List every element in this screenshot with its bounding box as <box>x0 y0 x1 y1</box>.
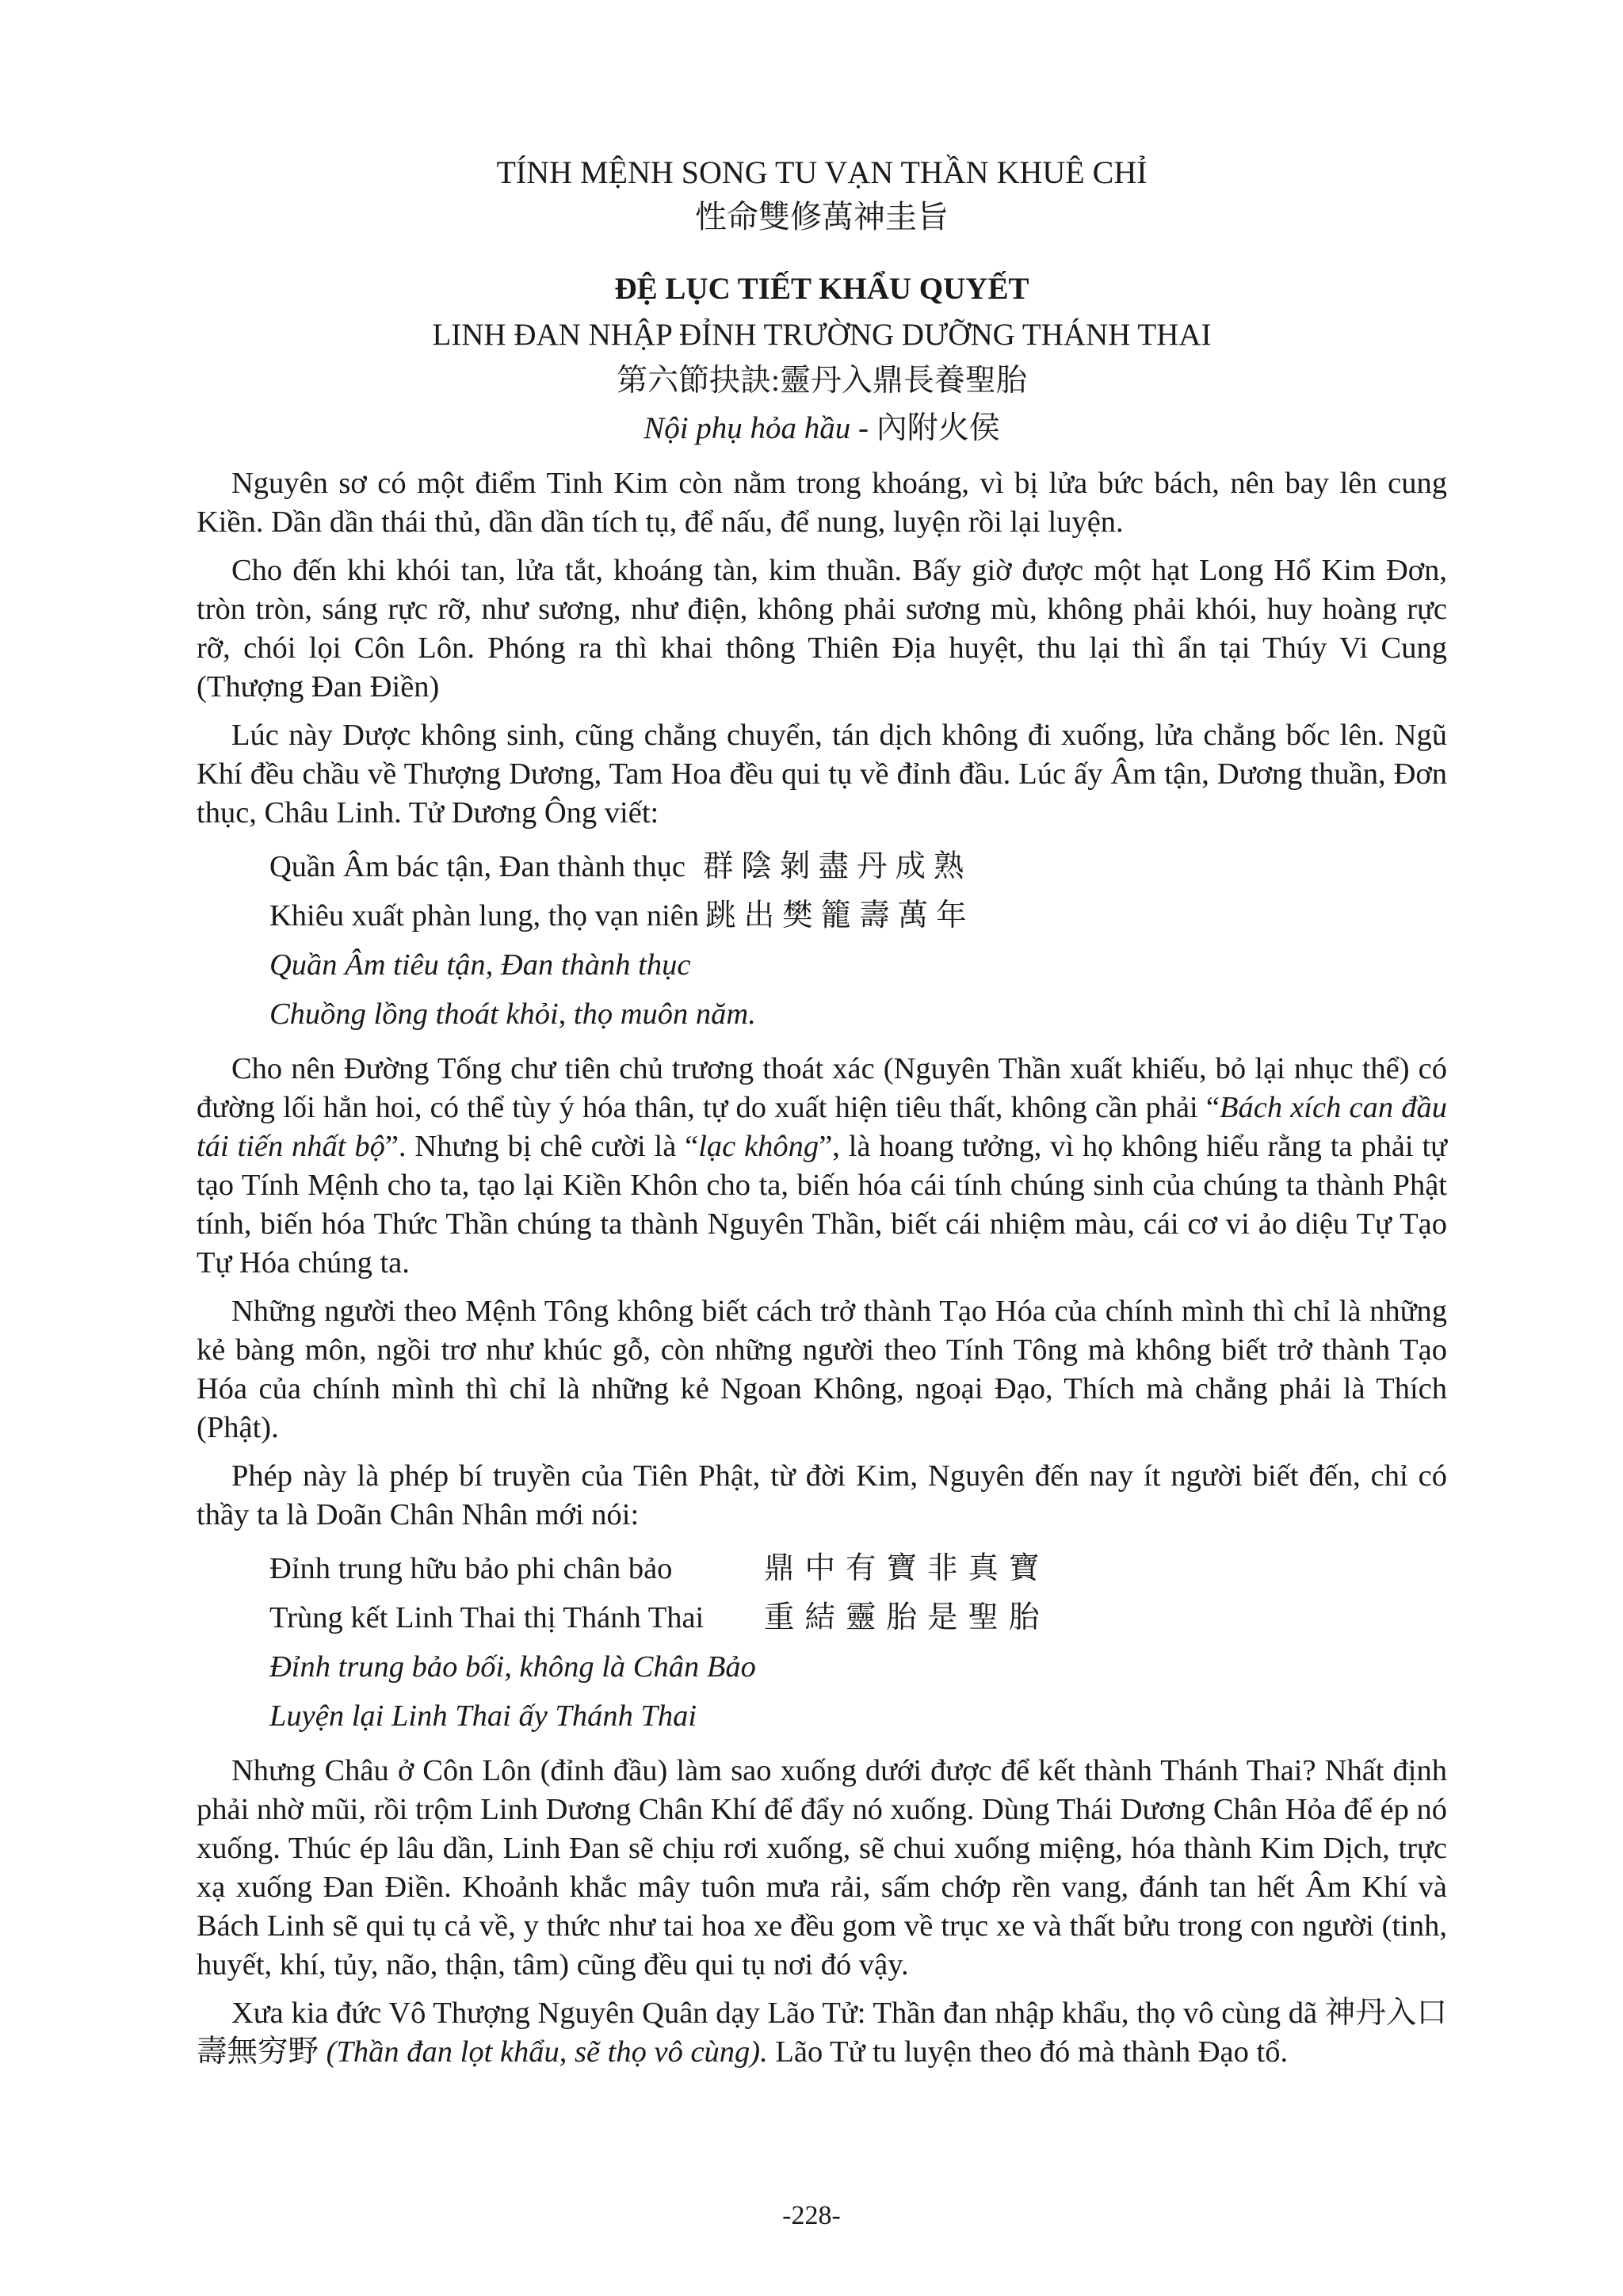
paragraph-5: Những người theo Mệnh Tông không biết cách trở thành Tạo Hóa của chính mình thì chỉ là những kẻ bàng môn, ngồi trơ như khúc gỗ, còn những người theo Tính Tông mà không biết trở thành Tạo Hóa của chính mình thì chỉ là những kẻ Ngoan Không, ngoại Đạo, Thích mà chẳng phải là Thích (Phật). <box>197 1295 1447 1444</box>
verse-block-1 <box>197 842 1447 1039</box>
section-note-chinese: - 內附火侯 <box>850 411 1000 445</box>
verse-2-line-3: Đỉnh trung bảo bối, không là Chân Bảo <box>269 1650 756 1684</box>
verse-1-line-4: Chuồng lồng thoát khỏi, thọ muôn năm. <box>269 997 756 1031</box>
verse-2-line-2-vietnamese: Trùng kết Linh Thai thị Thánh Thai <box>269 1601 705 1634</box>
paragraph-4-part-a: Cho nên Đường Tống chư tiên chủ trương thoát xác (Nguyên Thần xuất khiếu, bỏ lại nhục thể) có đường lối hẳn hoi, có thể tùy ý hóa thân, tự do xuất hiện tiêu thất, không cần phải “ <box>197 1052 1447 1124</box>
section-subtitle-chinese: 第六節抉訣:靈丹入鼎長養聖胎 <box>617 364 1027 398</box>
paragraph-4-quote-1: Bách xích can đầu tái tiến nhất bộ <box>197 1091 1447 1163</box>
paragraph-6: Phép này là phép bí truyền của Tiên Phật, từ đời Kim, Nguyên đến nay ít người biết đến, chỉ có thầy ta là Doãn Chân Nhân mới nói: <box>197 1459 1447 1531</box>
section-heading: ĐỆ LỤC TIẾT KHẨU QUYẾT <box>614 272 1029 306</box>
paragraph-1: Nguyên sơ có một điểm Tinh Kim còn nằm trong khoáng, vì bị lửa bức bách, nên bay lên cung Kiền. Dần dần thái thủ, dần dần tích tụ, để nấu, để nung, luyện rồi lại luyện. <box>197 467 1447 539</box>
paragraph-8-italic: (Thần đan lọt khẩu, sẽ thọ vô cùng). <box>326 2035 768 2069</box>
document-page <box>197 151 1447 2081</box>
book-title: TÍNH MỆNH SONG TU VẠN THẦN KHUÊ CHỈ <box>496 154 1148 190</box>
section-note-italic: Nội phụ hỏa hầu <box>643 411 851 445</box>
paragraph-4 <box>197 1050 1447 1283</box>
verse-1-line-1 <box>269 842 1447 891</box>
verse-2-line-1-vietnamese: Đỉnh trung hữu bảo phi chân bảo <box>269 1552 673 1585</box>
page-number: -228- <box>782 2201 841 2230</box>
paragraph-2: Cho đến khi khói tan, lửa tắt, khoáng tàn, kim thuần. Bấy giờ được một hạt Long Hổ Kim Đơn, tròn tròn, sáng rực rỡ, như sương, như điện, không phải sương mù, không phải khói, huy hoàng rực rỡ, chói lọi Côn Lôn. Phóng ra thì khai thông Thiên Địa huyệt, thu lại thì ẩn tại Thúy Vi Cung (Thượng Đan Điền) <box>197 554 1447 704</box>
paragraph-7: Nhưng Châu ở Côn Lôn (đỉnh đầu) làm sao xuống dưới được để kết thành Thánh Thai? Nhất định phải nhờ mũi, rồi trộm Linh Dương Chân Khí để đẩy nó xuống. Dùng Thái Dương Chân Hỏa để ép nó xuống. Thúc ép lâu dần, Linh Đan sẽ chịu rơi xuống, sẽ chui xuống miệng, hóa thành Kim Dịch, trực xạ xuống Đan Điền. Khoảnh khắc mây tuôn mưa rải, sấm chớp rền vang, đánh tan hết Âm Khí và Bách Linh sẽ qui tụ cả về, y thức như tai hoa xe đều gom về trục xe và thất bửu trong con người (tinh, huyết, khí, tủy, não, thận, tâm) cũng đều qui tụ nơi đó vậy. <box>197 1754 1447 1981</box>
paragraph-4-quote-2: lạc không <box>698 1130 819 1163</box>
section-note <box>197 404 1447 453</box>
verse-1-line-2-chinese: 跳出樊籠壽萬年 <box>705 899 975 933</box>
verse-1-line-3: Quần Âm tiêu tận, Đan thành thục <box>269 948 691 982</box>
paragraph-3: Lúc này Dược không sinh, cũng chẳng chuyển, tán dịch không đi xuống, lửa chẳng bốc lên. Ngũ Khí đều chầu về Thượng Dương, Tam Hoa đều qui tụ về đỉnh đầu. Lúc ấy Âm tận, Dương thuần, Đơn thục, Châu Linh. Tử Dương Ông viết: <box>197 719 1447 830</box>
book-title-chinese: 性命雙修萬神圭旨 <box>695 199 949 235</box>
verse-1-line-1-chinese: 群陰剝盡丹成熟 <box>702 850 972 883</box>
verse-2-line-2-chinese: 重結靈胎是聖胎 <box>764 1601 1050 1634</box>
paragraph-8-part-b: Lão Tử tu luyện theo đó mà thành Đạo tổ. <box>767 2035 1289 2069</box>
section-subtitle: LINH ĐAN NHẬP ĐỈNH TRƯỜNG DƯỠNG THÁNH THAI <box>432 318 1212 352</box>
verse-1-line-2 <box>269 891 1447 940</box>
verse-1-line-2-vietnamese: Khiêu xuất phàn lung, thọ vạn niên <box>269 899 700 933</box>
verse-2-line-1-chinese: 鼎中有寶非真寶 <box>764 1552 1050 1585</box>
verse-2-line-2 <box>269 1593 1447 1642</box>
verse-block-2 <box>197 1544 1447 1741</box>
paragraph-4-part-c: ”, là hoang tưởng, vì họ không hiểu rằng ta phải tự tạo Tính Mệnh cho ta, tạo lại Kiền Khôn cho ta, biến hóa cái tính chúng sinh của chúng ta thành Phật tính, biến hóa Thức Thần chúng ta thành Nguyên Thần, biết cái nhiệm màu, cái cơ vi ảo diệu Tự Tạo Tự Hóa chúng ta. <box>197 1130 1448 1280</box>
paragraph-8-part-a: Xưa kia đức Vô Thượng Nguyên Quân dạy Lão Tử: Thần đan nhập khẩu, thọ vô cùng dã 神丹入口壽無穷野 <box>197 1997 1447 2069</box>
verse-2-line-1 <box>269 1544 1447 1593</box>
paragraph-4-part-b: ”. Nhưng bị chê cười là “ <box>384 1130 699 1163</box>
paragraph-8 <box>197 1994 1447 2072</box>
verse-1-line-1-vietnamese: Quần Âm bác tận, Đan thành thục <box>269 850 685 883</box>
verse-2-line-4: Luyện lại Linh Thai ấy Thánh Thai <box>269 1699 697 1733</box>
